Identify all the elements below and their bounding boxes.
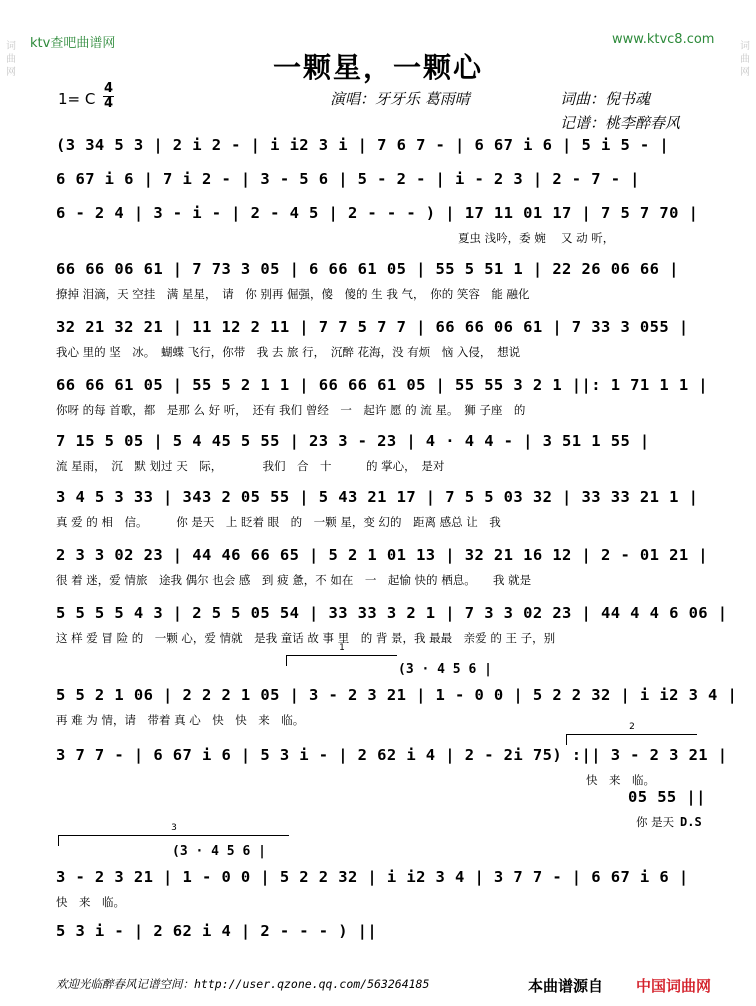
lyric-line: 你呀 的每 首歌，都 是那 么 好 听， 还有 我们 曾经 一 起许 愿 的 流 星。 狮 子座 的 <box>56 403 526 417</box>
time-signature <box>103 82 114 111</box>
transcriber-credit: 记谱：桃李醉春风 <box>560 114 681 132</box>
lyric-line: 快 来 临。 <box>56 895 125 909</box>
score-row: 6 67 i 6 | 7 i 2 - | 3 - 5 6 | 5 - 2 - | i - 2 3 | 2 - 7 - | <box>56 170 640 188</box>
song-title: 一颗星，一颗心 <box>272 51 483 84</box>
score-row: 5 5 2 1 06 | 2 2 2 1 05 | 3 - 2 3 21 | 1 - 0 0 | 5 2 2 32 | i i2 3 4 | <box>56 686 738 704</box>
volta-bracket-2 <box>566 722 697 745</box>
score-row: 32 21 32 21 | 11 12 2 11 | 7 7 5 7 7 | 66 66 06 61 | 7 33 3 055 | <box>56 318 689 336</box>
ds-lyric: 你 是天 <box>636 815 675 829</box>
site-name-left[interactable]: ktv查吧曲谱网 <box>30 36 116 51</box>
pickup-phrase: (3 · 4 5 6 | <box>172 844 266 859</box>
pickup-phrase: (3 · 4 5 6 | <box>398 662 492 677</box>
lyric-line: 流 星雨， 沉 默 划过 天 际， 我们 合 十 的 掌心， 是对 <box>56 459 445 473</box>
volta-number: 2 <box>629 722 635 732</box>
left-watermark: 词 曲 网 <box>6 41 16 78</box>
lyric-line: 很 着 迷，爱 情旅 途我 偶尔 也会 感 到 疲 惫，不 如在 一 起愉 快的 栖息。 我 就是 <box>56 573 532 587</box>
score-row: 3 4 5 3 33 | 343 2 05 55 | 5 43 21 17 | 7 5 5 03 32 | 33 33 21 1 | <box>56 488 699 506</box>
source-site-logo[interactable]: 中国词曲网 <box>636 977 712 995</box>
footer-url[interactable]: 欢迎光临醉春风记谱空间：http://user.qzone.qq.com/563264185 <box>56 977 430 991</box>
score-row: 5 5 5 5 4 3 | 2 5 5 05 54 | 33 33 3 2 1 | 7 3 3 02 23 | 44 4 4 6 06 | <box>56 604 728 622</box>
score-row: 66 66 61 05 | 55 5 2 1 1 | 66 66 61 05 | 55 55 3 2 1 ||: 1 71 1 1 | <box>56 376 709 394</box>
volta-bracket-1 <box>286 643 397 666</box>
ending-notes: 05 55 || <box>628 788 706 806</box>
lyric-line: 这 样 爱 冒 险 的 一颗 心，爱 情就 是我 童话 故 事 里 的 背 景，我 最最 亲爱 的 王 子，别 <box>56 631 556 645</box>
score-row: 5 3 i - | 2 62 i 4 | 2 - - - ) || <box>56 922 378 940</box>
right-watermark: 词 曲 网 <box>740 41 750 78</box>
composer-credit: 词曲：倪书魂 <box>560 90 651 108</box>
dal-segno-mark: D.S <box>680 815 702 829</box>
lyric-line: 撩掉 泪滴，天 空挂 满 星星， 请 你 别再 倔强，傻 傻的 生 我 气， 你的 笑容 能 融化 <box>56 287 530 301</box>
score-row: 2 3 3 02 23 | 44 46 66 65 | 5 2 1 01 13 | 32 21 16 12 | 2 - 01 21 | <box>56 546 709 564</box>
score-row: 7 15 5 05 | 5 4 45 5 55 | 23 3 - 23 | 4 · 4 4 - | 3 51 1 55 | <box>56 432 650 450</box>
score-row: (3 34 5 3 | 2 i 2 - | i i2 3 i | 7 6 7 - | 6 67 i 6 | 5 i 5 - | <box>56 136 670 154</box>
lyric-line: 快 来 临。 <box>586 773 655 787</box>
lyric-line: 真 爱 的 相 信。 你 是天 上 眨着 眼 的 一颗 星，变 幻的 距离 感总 让 我 <box>56 515 501 529</box>
site-url-right[interactable]: www.ktvc8.com <box>612 32 715 47</box>
score-row: 66 66 06 61 | 7 73 3 05 | 6 66 61 05 | 55 5 51 1 | 22 26 06 66 | <box>56 260 679 278</box>
lyric-line: 我心 里的 坚 冰。 蝴蝶 飞行，你带 我 去 旅 行， 沉醉 花海，没 有烦 恼 入侵， 想说 <box>56 345 521 359</box>
volta-number: 3 <box>171 823 177 833</box>
time-bottom: 4 <box>104 96 114 111</box>
score-row: 6 - 2 4 | 3 - i - | 2 - 4 5 | 2 - - - ) | 17 11 01 17 | 7 5 7 70 | <box>56 204 699 222</box>
lyric-line: 夏虫 浅吟，委 婉 又 动 听， <box>458 231 615 245</box>
key-signature: 1= C <box>58 90 96 108</box>
lyric-line: 再 难 为 情，请 带着 真 心 快 快 来 临。 <box>56 713 305 727</box>
singer-credit: 演唱：牙牙乐 葛雨晴 <box>330 90 470 108</box>
score-row: 3 - 2 3 21 | 1 - 0 0 | 5 2 2 32 | i i2 3 4 | 3 7 7 - | 6 67 i 6 | <box>56 868 689 886</box>
source-label: 本曲谱源自 <box>528 977 604 995</box>
time-top: 4 <box>104 81 114 96</box>
volta-number: 1 <box>339 643 345 653</box>
score-row: 3 7 7 - | 6 67 i 6 | 5 3 i - | 2 62 i 4 | 2 - 2i 75) :|| 3 - 2 3 21 | <box>56 746 728 764</box>
